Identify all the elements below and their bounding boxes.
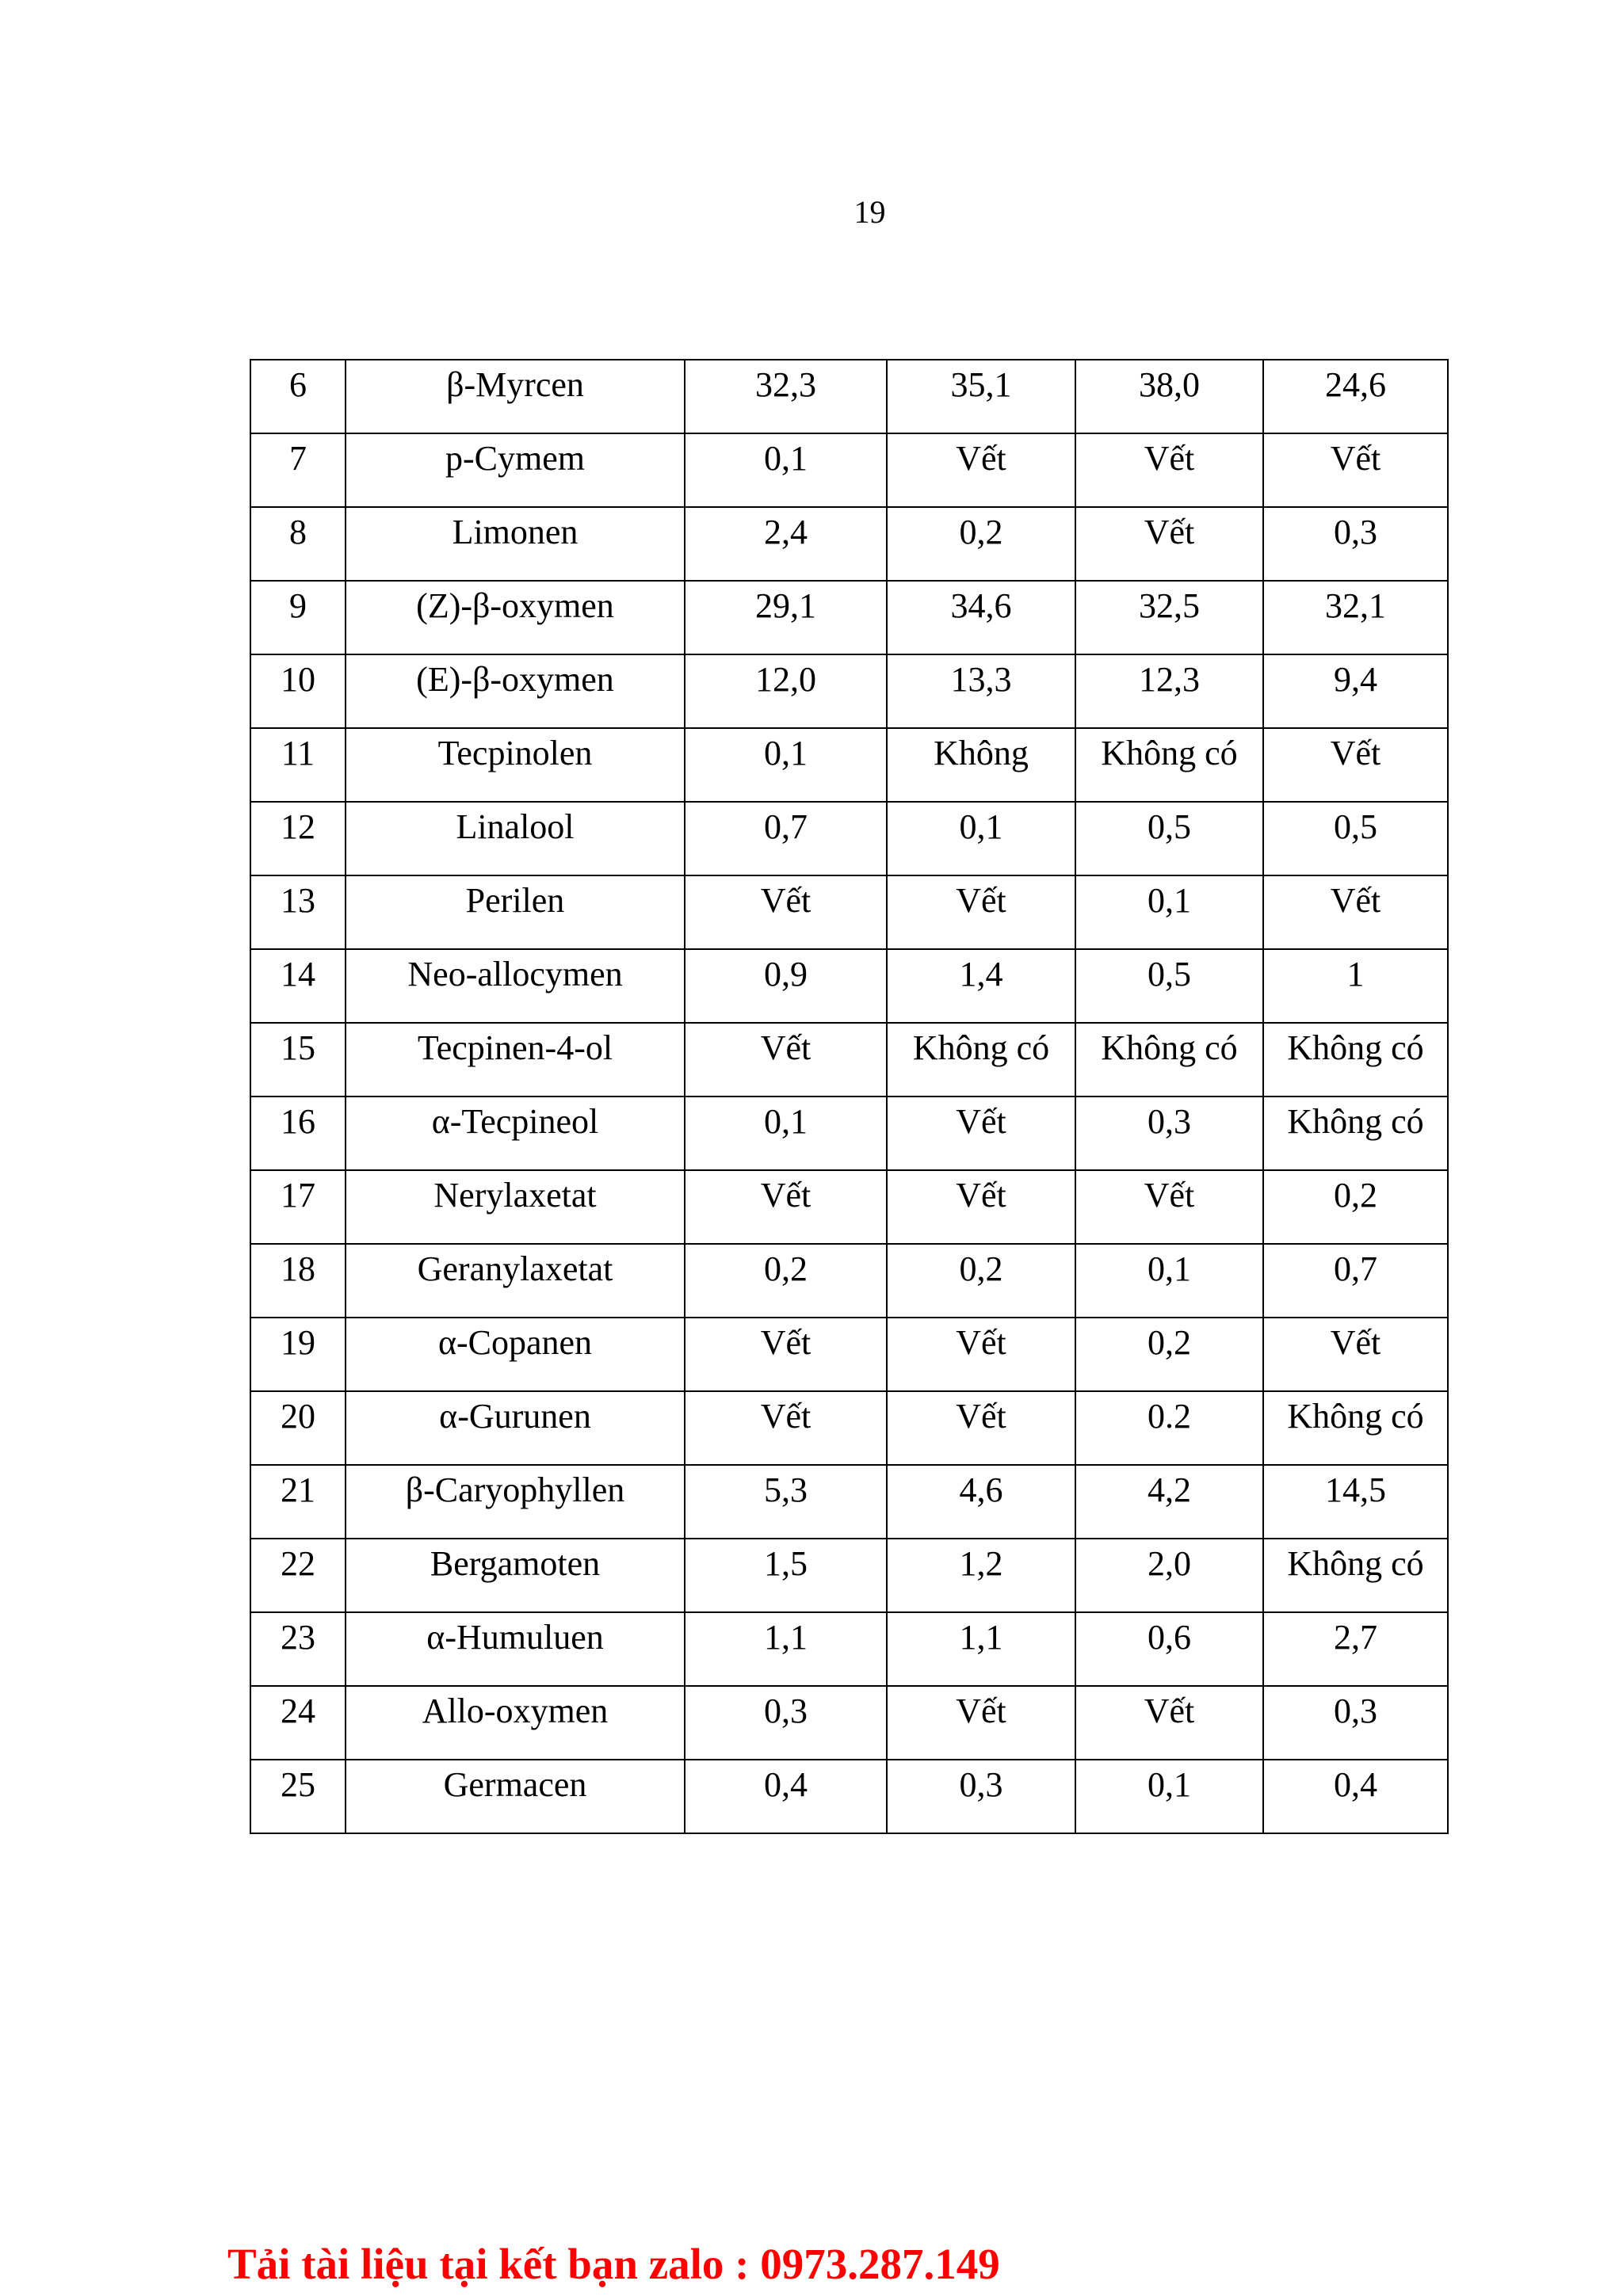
value-cell-3: 0,5	[1075, 802, 1263, 875]
value-cell-4: Không có	[1263, 1539, 1448, 1612]
value-cell-4: 0,7	[1263, 1244, 1448, 1318]
value-cell-1: 32,3	[685, 360, 887, 433]
table-row	[250, 507, 1448, 581]
row-number-cell: 18	[250, 1244, 346, 1318]
table-row	[250, 1318, 1448, 1391]
table-row	[250, 1170, 1448, 1244]
value-cell-4: 0,3	[1263, 1686, 1448, 1760]
compound-name-cell: Allo-oxymen	[346, 1686, 685, 1760]
value-cell-3: 0,1	[1075, 1244, 1263, 1318]
value-cell-1: 29,1	[685, 581, 887, 654]
page-number: 19	[854, 194, 886, 230]
footer-download-note: Tải tài liệu tại kết bạn zalo : 0973.287.149	[227, 2240, 1000, 2288]
value-cell-1: 0,2	[685, 1244, 887, 1318]
row-number-cell: 11	[250, 728, 346, 802]
row-number-cell: 8	[250, 507, 346, 581]
row-number-cell: 23	[250, 1612, 346, 1686]
value-cell-1: 0,4	[685, 1760, 887, 1833]
row-number-cell: 20	[250, 1391, 346, 1465]
value-cell-1: Vết	[685, 875, 887, 949]
value-cell-3: 0,2	[1075, 1318, 1263, 1391]
value-cell-3: 12,3	[1075, 654, 1263, 728]
table-row	[250, 1244, 1448, 1318]
table-row	[250, 728, 1448, 802]
compound-name-cell: Nerylaxetat	[346, 1170, 685, 1244]
value-cell-3: 0.2	[1075, 1391, 1263, 1465]
value-cell-3: 0,1	[1075, 875, 1263, 949]
value-cell-3: 0,6	[1075, 1612, 1263, 1686]
table-row	[250, 1760, 1448, 1833]
value-cell-4: Vết	[1263, 728, 1448, 802]
value-cell-4: Vết	[1263, 875, 1448, 949]
value-cell-3: Vết	[1075, 433, 1263, 507]
table-row	[250, 1391, 1448, 1465]
value-cell-2: 35,1	[887, 360, 1075, 433]
compound-name-cell: α-Humuluen	[346, 1612, 685, 1686]
value-cell-4: 32,1	[1263, 581, 1448, 654]
table-body	[250, 360, 1448, 1833]
table-row	[250, 1612, 1448, 1686]
value-cell-3: 38,0	[1075, 360, 1263, 433]
value-cell-2: Vết	[887, 1686, 1075, 1760]
value-cell-4: 14,5	[1263, 1465, 1448, 1539]
value-cell-4: Vết	[1263, 433, 1448, 507]
value-cell-4: 2,7	[1263, 1612, 1448, 1686]
row-number-cell: 7	[250, 433, 346, 507]
compound-name-cell: α-Gurunen	[346, 1391, 685, 1465]
compound-name-cell: Tecpinen-4-ol	[346, 1023, 685, 1097]
value-cell-4: 0,2	[1263, 1170, 1448, 1244]
row-number-cell: 15	[250, 1023, 346, 1097]
row-number-cell: 19	[250, 1318, 346, 1391]
compound-name-cell: Limonen	[346, 507, 685, 581]
value-cell-3: 32,5	[1075, 581, 1263, 654]
value-cell-2: 1,2	[887, 1539, 1075, 1612]
row-number-cell: 9	[250, 581, 346, 654]
value-cell-4: Không có	[1263, 1097, 1448, 1170]
table-row	[250, 1097, 1448, 1170]
value-cell-4: 0,3	[1263, 507, 1448, 581]
value-cell-1: 1,1	[685, 1612, 887, 1686]
composition-table	[250, 359, 1449, 1834]
compound-name-cell: (E)-β-oxymen	[346, 654, 685, 728]
value-cell-2: Vết	[887, 875, 1075, 949]
value-cell-2: 0,2	[887, 1244, 1075, 1318]
value-cell-3: Vết	[1075, 1170, 1263, 1244]
row-number-cell: 6	[250, 360, 346, 433]
table-row	[250, 654, 1448, 728]
compound-name-cell: Geranylaxetat	[346, 1244, 685, 1318]
compound-name-cell: α-Tecpineol	[346, 1097, 685, 1170]
value-cell-1: 5,3	[685, 1465, 887, 1539]
value-cell-2: 4,6	[887, 1465, 1075, 1539]
row-number-cell: 17	[250, 1170, 346, 1244]
compound-name-cell: α-Copanen	[346, 1318, 685, 1391]
value-cell-4: 0,4	[1263, 1760, 1448, 1833]
value-cell-1: Vết	[685, 1170, 887, 1244]
value-cell-3: Không có	[1075, 728, 1263, 802]
value-cell-1: 12,0	[685, 654, 887, 728]
compound-name-cell: Neo-allocymen	[346, 949, 685, 1023]
value-cell-2: Không có	[887, 1023, 1075, 1097]
value-cell-1: 0,1	[685, 1097, 887, 1170]
compound-name-cell: Tecpinolen	[346, 728, 685, 802]
row-number-cell: 13	[250, 875, 346, 949]
value-cell-3: 0,3	[1075, 1097, 1263, 1170]
value-cell-2: Vết	[887, 1318, 1075, 1391]
value-cell-2: 1,4	[887, 949, 1075, 1023]
compound-name-cell: β-Myrcen	[346, 360, 685, 433]
row-number-cell: 14	[250, 949, 346, 1023]
value-cell-2: Vết	[887, 433, 1075, 507]
value-cell-1: 1,5	[685, 1539, 887, 1612]
value-cell-3: 4,2	[1075, 1465, 1263, 1539]
value-cell-1: 0,7	[685, 802, 887, 875]
value-cell-3: 0,1	[1075, 1760, 1263, 1833]
value-cell-3: 0,5	[1075, 949, 1263, 1023]
compound-name-cell: (Z)-β-oxymen	[346, 581, 685, 654]
table-row	[250, 581, 1448, 654]
value-cell-1: Vết	[685, 1318, 887, 1391]
value-cell-2: 34,6	[887, 581, 1075, 654]
table-row	[250, 949, 1448, 1023]
value-cell-2: Vết	[887, 1097, 1075, 1170]
row-number-cell: 25	[250, 1760, 346, 1833]
table-row	[250, 360, 1448, 433]
value-cell-1: Vết	[685, 1023, 887, 1097]
value-cell-3: Vết	[1075, 507, 1263, 581]
value-cell-2: 13,3	[887, 654, 1075, 728]
value-cell-3: Vết	[1075, 1686, 1263, 1760]
value-cell-4: 1	[1263, 949, 1448, 1023]
value-cell-4: Không có	[1263, 1391, 1448, 1465]
row-number-cell: 10	[250, 654, 346, 728]
value-cell-2: 0,1	[887, 802, 1075, 875]
compound-name-cell: p-Cymem	[346, 433, 685, 507]
value-cell-4: Không có	[1263, 1023, 1448, 1097]
table-row	[250, 1686, 1448, 1760]
value-cell-1: 0,1	[685, 433, 887, 507]
value-cell-2: Không	[887, 728, 1075, 802]
value-cell-4: Vết	[1263, 1318, 1448, 1391]
value-cell-1: 0,9	[685, 949, 887, 1023]
value-cell-1: 2,4	[685, 507, 887, 581]
table-row	[250, 1465, 1448, 1539]
row-number-cell: 24	[250, 1686, 346, 1760]
row-number-cell: 12	[250, 802, 346, 875]
value-cell-3: 2,0	[1075, 1539, 1263, 1612]
compound-name-cell: Linalool	[346, 802, 685, 875]
value-cell-4: 9,4	[1263, 654, 1448, 728]
compound-name-cell: Bergamoten	[346, 1539, 685, 1612]
value-cell-2: Vết	[887, 1391, 1075, 1465]
value-cell-4: 24,6	[1263, 360, 1448, 433]
value-cell-1: 0,3	[685, 1686, 887, 1760]
compound-name-cell: Germacen	[346, 1760, 685, 1833]
value-cell-2: Vết	[887, 1170, 1075, 1244]
compound-name-cell: β-Caryophyllen	[346, 1465, 685, 1539]
value-cell-3: Không có	[1075, 1023, 1263, 1097]
table-row	[250, 802, 1448, 875]
table-row	[250, 875, 1448, 949]
compound-name-cell: Perilen	[346, 875, 685, 949]
row-number-cell: 21	[250, 1465, 346, 1539]
row-number-cell: 16	[250, 1097, 346, 1170]
value-cell-4: 0,5	[1263, 802, 1448, 875]
row-number-cell: 22	[250, 1539, 346, 1612]
value-cell-1: Vết	[685, 1391, 887, 1465]
value-cell-2: 0,2	[887, 507, 1075, 581]
table-row	[250, 1539, 1448, 1612]
table-row	[250, 1023, 1448, 1097]
value-cell-2: 0,3	[887, 1760, 1075, 1833]
value-cell-2: 1,1	[887, 1612, 1075, 1686]
table-row	[250, 433, 1448, 507]
value-cell-1: 0,1	[685, 728, 887, 802]
